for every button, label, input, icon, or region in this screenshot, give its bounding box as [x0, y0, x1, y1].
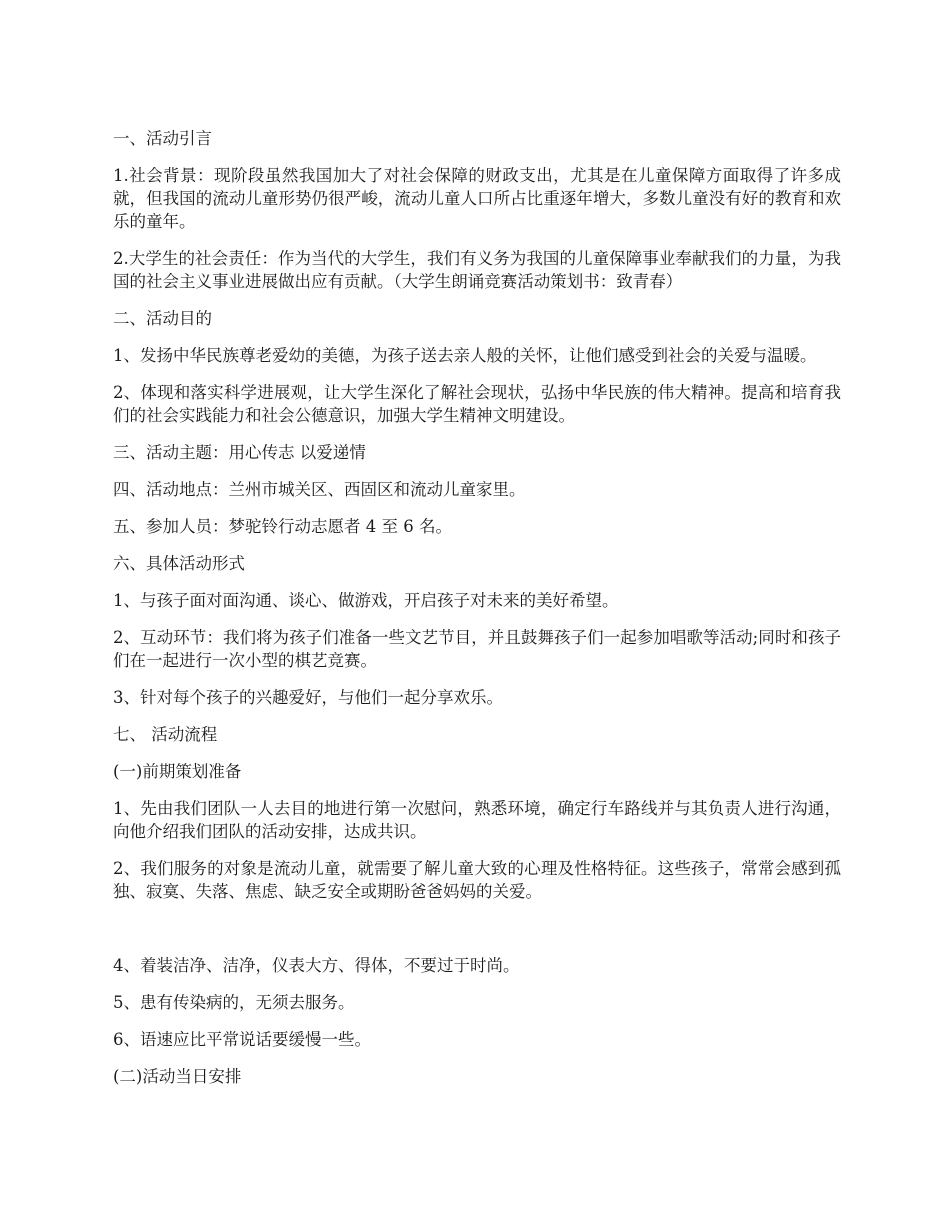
- section-heading-process: 七、 活动流程: [113, 725, 218, 744]
- paragraph-prep-5: 5、患有传染病的，无须去服务。: [113, 993, 355, 1012]
- document-body: [113, 127, 841, 1102]
- paragraph-form-3: 3、针对每个孩子的兴趣爱好，与他们一起分享欢乐。: [113, 688, 503, 707]
- section-heading-participants: 五、参加人员：梦驼铃行动志愿者 4 至 6 名。: [113, 517, 452, 536]
- paragraph-form-1: 1、与孩子面对面沟通、谈心、做游戏，开启孩子对未来的美好希望。: [113, 591, 619, 610]
- section-heading-purpose: 二、活动目的: [113, 309, 212, 328]
- section-heading-location: 四、活动地点：兰州市城关区、西固区和流动儿童家里。: [113, 480, 526, 499]
- section-heading-intro: 一、活动引言: [113, 129, 212, 148]
- section-heading-activity-forms: 六、具体活动形式: [113, 554, 245, 573]
- section-heading-theme: 三、活动主题：用心传志 以爱递情: [113, 443, 366, 462]
- subsection-heading-day-schedule: (二)活动当日安排: [113, 1067, 242, 1086]
- blank-gap: [113, 917, 841, 954]
- paragraph-prep-1: 1、先由我们团队一人去目的地进行第一次慰问，熟悉环境，确定行车路线并与其负责人进行沟通，向他介绍我们团队的活动安排，达成共识。: [113, 799, 841, 841]
- paragraph-prep-6: 6、语速应比平常说话要缓慢一些。: [113, 1030, 371, 1049]
- paragraph-form-2: 2、互动环节：我们将为孩子们准备一些文艺节目，并且鼓舞孩子们一起参加唱歌等活动;同时和孩子们在一起进行一次小型的棋艺竞赛。: [113, 628, 841, 670]
- paragraph-prep-2: 2、我们服务的对象是流动儿童，就需要了解儿童大致的心理及性格特征。这些孩子，常常会感到孤独、寂寞、失落、焦虑、缺乏安全或期盼爸爸妈妈的关爱。: [113, 859, 841, 901]
- paragraph-social-background: 1.社会背景：现阶段虽然我国加大了对社会保障的财政支出，尤其是在儿童保障方面取得了许多成就，但我国的流动儿童形势仍很严峻，流动儿童人口所占比重逐年增大，多数儿童没有好的教育和欢乐的童年。: [113, 166, 841, 231]
- paragraph-purpose-2: 2、体现和落实科学进展观，让大学生深化了解社会现状，弘扬中华民族的伟大精神。提高和培育我们的社会实践能力和社会公德意识，加强大学生精神文明建设。: [113, 383, 841, 425]
- paragraph-purpose-1: 1、发扬中华民族尊老爱幼的美德，为孩子送去亲人般的关怀，让他们感受到社会的关爱与温暖。: [113, 346, 817, 365]
- subsection-heading-preparation: (一)前期策划准备: [113, 762, 242, 781]
- paragraph-student-responsibility: 2.大学生的社会责任：作为当代的大学生，我们有义务为我国的儿童保障事业奉献我们的力量，为我国的社会主义事业进展做出应有贡献。（大学生朗诵竞赛活动策划书：致青春）: [113, 249, 841, 291]
- paragraph-prep-4: 4、着装洁净、洁净，仪表大方、得体，不要过于时尚。: [113, 956, 520, 975]
